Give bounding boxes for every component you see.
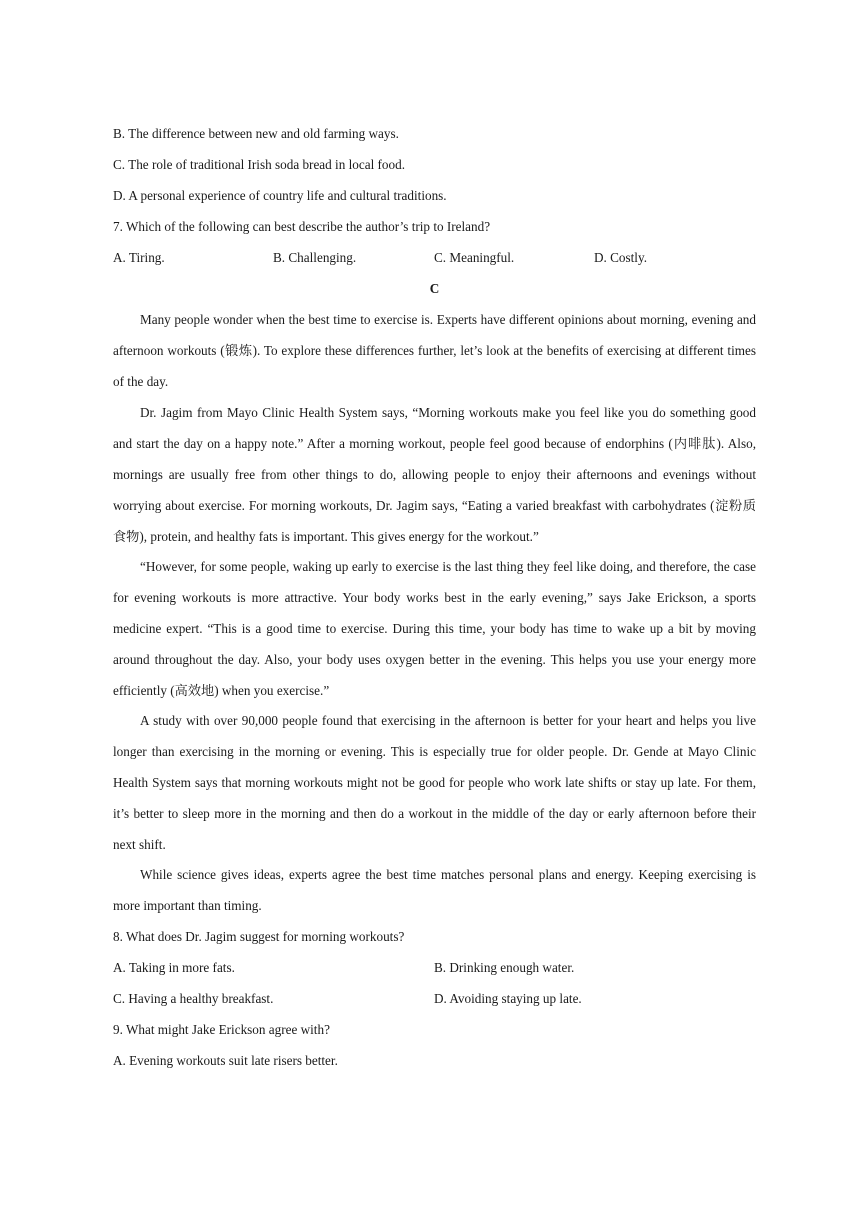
section-title: C [429,281,440,296]
q8-stem: 8. What does Dr. Jagim suggest for morning workouts? [113,929,405,944]
q8-option-b: B. Drinking enough water. [434,960,575,975]
q8-option-c: C. Having a healthy breakfast. [113,991,274,1006]
q7-option-d: D. Costly. [594,250,648,265]
passage-paragraph-4: A study with over 90,000 people found that exercising in the afternoon is better for your heart and helps you live longer than exercising in the morning or evening. This is especially true for older people. Dr. Gende at Mayo Clinic Health System says that morning workouts might not be good for people who work late shifts or stay up late. For them, it’s better to sleep more in the morning and then do a workout in the middle of the day or early afternoon before their next shift. [113,713,756,852]
passage-paragraph-3: “However, for some people, waking up early to exercise is the last thing they feel like doing, and therefore, the case for evening workouts is more attractive. Your body works best in the early evening,” says Jake Erickson, a sports medicine expert. “This is a good time to exercise. During this time, your body has time to wake up a bit by moving around throughout the day. Also, your body uses oxygen better in the evening. This helps you use your energy more efficiently (高效地) when you exercise.” [113,559,756,698]
q6-option-d: D. A personal experience of country life and cultural traditions. [113,188,447,203]
q8-option-a: A. Taking in more fats. [113,960,235,975]
q9-stem: 9. What might Jake Erickson agree with? [113,1022,330,1037]
q7-option-b: B. Challenging. [273,250,357,265]
passage-paragraph-5: While science gives ideas, experts agree the best time matches personal plans and energy. Keeping exercising is more important than timing. [113,867,756,913]
q7-stem: 7. Which of the following can best describe the author’s trip to Ireland? [113,219,491,234]
passage-paragraph-1: Many people wonder when the best time to exercise is. Experts have different opinions about morning, evening and afternoon workouts (锻炼). To explore these differences further, let’s look at the benefits of exercising at different times of the day. [113,312,756,389]
q7-option-c: C. Meaningful. [434,250,515,265]
q8-option-d: D. Avoiding staying up late. [434,991,582,1006]
q7-option-a: A. Tiring. [113,250,165,265]
q6-option-c: C. The role of traditional Irish soda bread in local food. [113,157,405,172]
q9-option-a: A. Evening workouts suit late risers better. [113,1053,338,1068]
q6-option-b: B. The difference between new and old farming ways. [113,126,399,141]
passage-paragraph-2: Dr. Jagim from Mayo Clinic Health System says, “Morning workouts make you feel like you do something good and start the day on a happy note.” After a morning workout, people feel good because of endorphins (内啡肽). Also, mornings are usually free from other things to do, allowing people to enjoy their afternoons and evenings without worrying about exercise. For morning workouts, Dr. Jagim says, “Eating a varied breakfast with carbohydrates (淀粉质食物), protein, and healthy fats is important. This gives energy for the workout.” [113,405,756,544]
